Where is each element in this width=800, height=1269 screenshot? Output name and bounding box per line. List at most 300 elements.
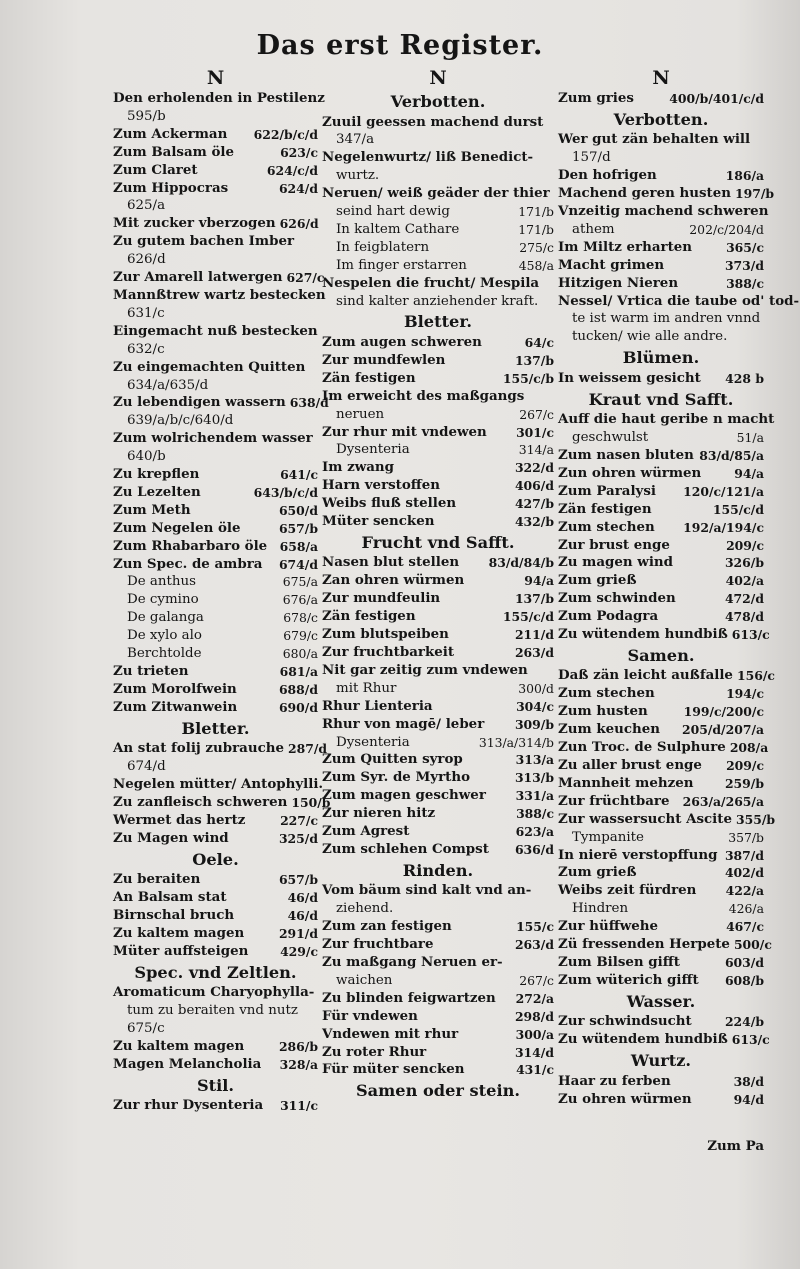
register-entry [113,180,318,198]
entry-text: Weibs zeit fürdren [558,882,697,899]
entry-text: Hindren [572,901,629,917]
entry-text: Birnschal bruch [113,906,235,923]
page-reference: 259/b [724,775,764,791]
entry-text: tucken/ wie alle andre. [572,329,728,345]
register-entry [322,239,554,257]
entry-text: Vnzeitig machend schweren [558,203,769,220]
register-entry [558,167,764,185]
entry-text: athem [572,221,615,237]
entry-text: 625/a [127,198,166,214]
page-reference: 83/d/84/b [488,555,554,571]
register-entry [558,667,775,685]
register-entry [113,984,318,1002]
entry-text: Zum Meth [113,501,191,518]
page-reference: 155/c [516,919,554,935]
page-reference: 432/b [514,514,554,530]
entry-text: 157/d [572,150,611,166]
page-reference: 311/c [280,1098,318,1114]
register-entry [113,502,318,520]
entry-text: Rhur Lienteria [322,697,433,714]
entry-text: seind hart dewig [336,204,450,220]
register-entry [322,388,554,406]
entry-text: 626/d [127,252,166,268]
entry-text: Zum schlehen Compst [322,840,489,857]
section-heading: Rinden. [402,860,474,880]
register-entry [558,501,764,519]
register-entry [558,275,764,293]
register-entry [558,185,775,203]
page-reference: 624/c/d [266,162,318,178]
entry-text: sind kalter anziehender kraft. [336,293,539,309]
entry-text: Mannßtrew wartz bestecken [113,286,326,303]
page-reference: 267/c [519,406,554,422]
page-reference: 678/c [283,610,318,626]
entry-text: Zu beraiten [113,871,201,888]
page-reference: 314/a [518,442,554,458]
section-heading: Wurtz. [630,1051,692,1071]
entry-text: 347/a [336,132,375,148]
page-reference: 197/b [734,186,775,202]
page-reference: 650/d [278,502,318,518]
register-entry [322,1008,554,1026]
page-reference: 64/c [524,334,554,350]
register-entry [113,776,324,794]
entry-text: Zur schwindsucht [558,1013,692,1030]
page-reference: 357/b [728,829,764,845]
register-entry [322,1044,554,1062]
entry-text: Magen Melancholia [113,1055,262,1072]
register-column-left [113,66,331,1115]
register-column-right [558,66,800,1108]
register-entry [113,1038,318,1056]
entry-text: Zur brust enge [558,536,670,553]
entry-text: Zur mundfeulin [322,590,441,607]
page-reference: 156/c [736,668,775,684]
page-reference: 263/d [514,937,554,953]
page-reference: 680/a [282,646,318,662]
register-entry [322,1026,554,1044]
register-entry [558,739,769,757]
page-reference: 150/b [291,794,331,810]
page-reference: 209/c [726,537,764,553]
entry-text: De cymino [127,592,199,608]
register-entry [558,483,764,501]
page-reference: 309/b [514,716,554,732]
entry-text: 640/b [127,449,166,465]
entry-text: Vndewen mit rhur [322,1025,459,1042]
entry-text: Zum grieß [558,572,637,589]
register-entry [558,590,764,608]
register-entry [322,477,554,495]
section-heading: Stil. [196,1075,235,1095]
register-entry [322,334,554,352]
register-entry [322,203,554,221]
entry-text: te ist warm im andren vnnd [572,311,761,327]
entry-text: Zum magen geschwer [322,787,486,804]
register-entry [322,841,554,859]
register-entry [558,918,764,936]
register-entry [322,167,554,185]
page-reference: 613/c [731,1032,770,1048]
register-entry [558,90,764,108]
entry-text: Zu roter Rhur [322,1043,427,1060]
page-reference: 186/a [725,168,764,184]
register-entry [558,131,764,149]
entry-text: Zur fruchtbare [322,936,434,953]
page-reference: 328/a [279,1056,318,1072]
entry-text: In weissem gesicht [558,369,701,386]
entry-text: geschwulst [572,430,649,446]
register-entry [322,590,554,608]
entry-text: Zur Amarell latwergen [113,269,283,286]
register-entry [558,447,764,465]
page-reference: 171/b [518,221,554,237]
register-entry [113,251,318,269]
register-entry [322,644,554,662]
register-entry [558,829,764,847]
page-reference: 431/c [516,1062,554,1078]
entry-text: An stat folij zubrauche [113,740,284,757]
register-entry [322,608,554,626]
page-reference: 428 b [725,370,764,386]
register-entry [322,459,554,477]
register-entry [558,882,764,900]
register-entry [558,847,764,865]
register-entry [113,943,318,961]
page-reference: 467/c [726,919,764,935]
entry-text: Negelen mütter/ Antophylli. [113,776,324,793]
entry-text: Zu kaltem magen [113,1037,245,1054]
page-reference: 406/d [514,478,554,494]
register-entry [113,359,318,377]
section-heading: Samen oder stein. [355,1081,521,1101]
register-column-middle [322,66,554,1103]
page-reference: 657/b [278,872,318,888]
page-reference: 674/d [278,556,318,572]
entry-text: Zan ohren würmen [322,572,465,589]
entry-text: Haar zu ferben [558,1072,671,1089]
register-entry [113,1002,318,1020]
entry-text: Dysenteria [336,442,410,458]
entry-text: Mannheit mehzen [558,774,694,791]
page-reference: 626/d [279,216,319,232]
page-reference: 224/b [724,1014,764,1030]
register-entry [322,680,554,698]
entry-text: Zum Agrest [322,823,410,840]
entry-text: 639/a/b/c/640/d [127,413,234,429]
page-reference: 155/c/d [712,501,764,517]
page-reference: 94/a [524,573,554,589]
page-reference: 657/b [278,520,318,536]
entry-text: ziehend. [336,901,394,917]
entry-text: Im zwang [322,459,395,476]
entry-text: Berchtolde [127,646,202,662]
entry-text: Zum augen schweren [322,333,482,350]
register-entry [322,918,554,936]
register-entry [322,734,554,752]
register-entry [113,394,329,412]
page-reference: 402/a [725,573,764,589]
page-reference: 199/c/200/c [683,704,764,720]
register-entry [113,556,318,574]
page-reference: 304/c [516,698,554,714]
register-entry [558,936,772,954]
page-reference: 400/b/401/c/d [669,91,764,106]
page-reference: 636/d [514,841,554,857]
entry-text: Machend geren husten [558,185,731,202]
section-heading: Samen. [627,645,695,665]
page-reference: 120/c/121/a [683,483,764,499]
register-entry [558,149,764,167]
page-reference: 365/c [726,239,764,255]
entry-text: Zuuil geessen machend durst [322,113,544,130]
register-entry [113,341,318,359]
page-reference: 94/a [734,465,764,481]
entry-text: 632/c [127,341,165,357]
entry-text: Zum keuchen [558,721,661,738]
page-reference: 155/c/b [502,370,554,386]
entry-text: In feigblatern [336,239,430,255]
entry-text: Zän festigen [322,369,416,386]
register-entry [113,448,318,466]
register-entry [322,352,554,370]
entry-text: Eingemacht nuß bestecken [113,322,318,339]
entry-text: 674/d [127,759,166,775]
entry-text: Zum Syr. de Myrtho [322,769,470,786]
register-entry [322,149,554,167]
register-entry [322,954,554,972]
entry-text: Zum blutspeiben [322,626,449,643]
register-entry [113,591,318,609]
page-reference: 301/c [516,424,554,440]
register-entry [558,972,764,990]
page-reference: 402/d [724,865,764,881]
register-entry [558,370,764,388]
entry-text: Zu Lezelten [113,483,201,500]
entry-text: Zum Zitwanwein [113,698,238,715]
register-entry [113,520,318,538]
entry-text: Für vndewen [322,1007,418,1024]
page-reference: 373/d [724,257,764,273]
entry-text: 634/a/635/d [127,377,209,393]
register-entry [113,681,318,699]
register-entry [322,441,554,459]
register-entry [113,286,326,305]
page-reference: 83/d/85/a [699,448,764,463]
section-letter: N [429,67,447,89]
register-entry [113,925,318,943]
entry-text: Zur hüffwehe [558,918,658,935]
register-entry [322,990,554,1008]
page-reference: 326/b [724,555,764,571]
entry-text: Zum stechen [558,685,655,702]
register-entry [558,954,764,972]
register-entry [322,751,554,769]
entry-text: Macht grimen [558,256,665,273]
page-reference: 638/d [289,395,329,411]
page-reference: 427/b [514,496,554,512]
page-reference: 300/a [515,1026,554,1042]
register-entry [322,370,554,388]
register-entry [558,810,776,829]
register-entry [113,412,318,430]
register-entry [558,328,764,346]
register-entry [558,292,800,311]
entry-text: De galanga [127,610,204,626]
register-entry [322,293,554,311]
register-entry [558,429,764,447]
entry-text: Den erholenden in Pestilenz [113,90,325,106]
entry-text: Dysenteria [336,734,410,750]
register-entry [113,758,318,776]
register-entry [558,626,770,644]
page-reference: 194/c [726,686,764,702]
register-entry [558,257,764,275]
entry-text: Zu zanfleisch schweren [113,793,288,810]
register-entry [322,787,554,805]
page-reference: 155/c/d [502,609,554,625]
entry-text: De xylo alo [127,628,202,644]
register-entry [113,889,318,907]
entry-text: Zum Bilsen gifft [558,953,680,970]
entry-text: Zur mundfewlen [322,351,446,368]
page-reference: 387/d [724,847,764,863]
register-entry [113,377,318,395]
register-entry [113,233,318,251]
entry-text: An Balsam stat [113,889,227,906]
section-heading: Oele. [192,849,239,869]
entry-text: Zän festigen [322,608,416,625]
entry-text: Zu blinden feigwartzen [322,989,496,1006]
entry-text: Zum wüterich gifft [558,971,699,988]
register-entry [322,662,554,680]
entry-text: Harn verstoffen [322,477,441,494]
entry-text: Zur früchtbare [558,792,670,809]
page-title: Das erst Register. [256,30,544,61]
page-reference: 313/a/314/b [478,734,554,750]
register-entry [113,484,318,502]
page-reference: 325/d [278,830,318,846]
register-entry [113,609,318,627]
register-entry [113,740,328,758]
register-entry [558,411,775,429]
page-reference: 388/c [726,275,764,291]
entry-text: Nasen blut stellen [322,554,460,571]
entry-text: Müter sencken [322,513,435,530]
entry-text: Zum Quitten syrop [322,751,463,768]
catchword: Zum Pa [707,1138,764,1154]
page-reference: 681/a [279,664,318,679]
entry-text: 675/c [127,1021,165,1036]
page-reference: 426/a [728,901,764,917]
entry-text: Müter auffsteigen [113,942,249,959]
page-reference: 287/d [288,741,328,757]
entry-text: Den hofrigen [558,167,657,184]
register-entry [322,900,554,918]
register-entry [558,310,764,328]
register-entry [322,823,554,841]
section-heading: Bletter. [403,312,473,332]
register-entry [113,793,331,812]
page-reference: 622/b/c/d [253,126,318,142]
page-reference: 263/a/265/a [682,793,764,809]
register-entry [113,466,318,484]
page-reference: 46/d [287,890,318,906]
entry-text: Zu magen wind [558,554,674,571]
entry-text: Zum husten [558,703,648,720]
entry-text: Tympanite [572,829,644,845]
entry-text: Zum Negelen öle [113,519,241,536]
register-entry [322,185,554,203]
register-entry [558,465,764,483]
page-reference: 272/a [515,990,554,1006]
register-entry [113,305,318,323]
page-reference: 314/d [514,1044,554,1060]
register-entry [558,239,764,257]
entry-text: Nit gar zeitig zum vndewen [322,661,528,678]
page-reference: 322/d [514,460,554,476]
register-entry [322,424,554,442]
page-reference: 608/b [724,972,764,988]
page-reference: 429/c [280,943,318,959]
page-reference: 624/d [278,180,318,196]
register-entry [322,257,554,275]
register-entry [558,572,764,590]
register-entry [558,1031,770,1049]
page-reference: 51/a [736,430,764,446]
register-entry [113,699,318,717]
register-entry [322,698,554,716]
entry-text: Zu krepflen [113,466,200,483]
entry-text: Zum stechen [558,518,655,535]
register-entry [322,554,554,572]
page-reference: 623/a [515,824,554,840]
section-heading: Verbotten. [390,92,486,111]
entry-text: tum zu beraiten vnd nutz [127,1003,298,1019]
entry-text: 631/c [127,305,165,321]
page-reference: 211/d [514,627,554,643]
section-heading: Blümen. [622,348,700,368]
register-entry [113,197,318,215]
entry-text: Zur rhur mit vndewen [322,423,487,440]
register-entry [558,685,764,703]
entry-text: Aromaticum Charyophylla- [113,984,315,1001]
register-entry [113,663,318,681]
page-reference: 472/d [724,591,764,607]
entry-text: De anthus [127,574,197,590]
register-entry [113,1097,318,1115]
register-entry [113,907,318,925]
page-reference: 267/c [519,972,554,988]
page-reference: 202/c/204/d [689,221,764,237]
entry-text: Auff die haut geribe n macht [558,411,775,428]
register-entry [113,1020,318,1038]
entry-text: In nierē verstopffung [558,846,718,863]
register-entry [322,406,554,424]
page-reference: 46/d [287,907,318,923]
entry-text: Zän festigen [558,500,652,517]
register-entry [322,626,554,644]
entry-text: Zur rhur Dysenteria [113,1097,264,1114]
page-reference: 355/b [735,811,776,827]
page-reference: 313/a [515,752,554,768]
section-heading: Wasser. [626,991,696,1011]
entry-text: Nespelen die frucht/ Mespila [322,274,540,291]
page-reference: 500/c [733,937,772,953]
register-entry [322,114,554,132]
page-reference: 478/d [724,609,764,625]
register-entry [113,573,318,591]
